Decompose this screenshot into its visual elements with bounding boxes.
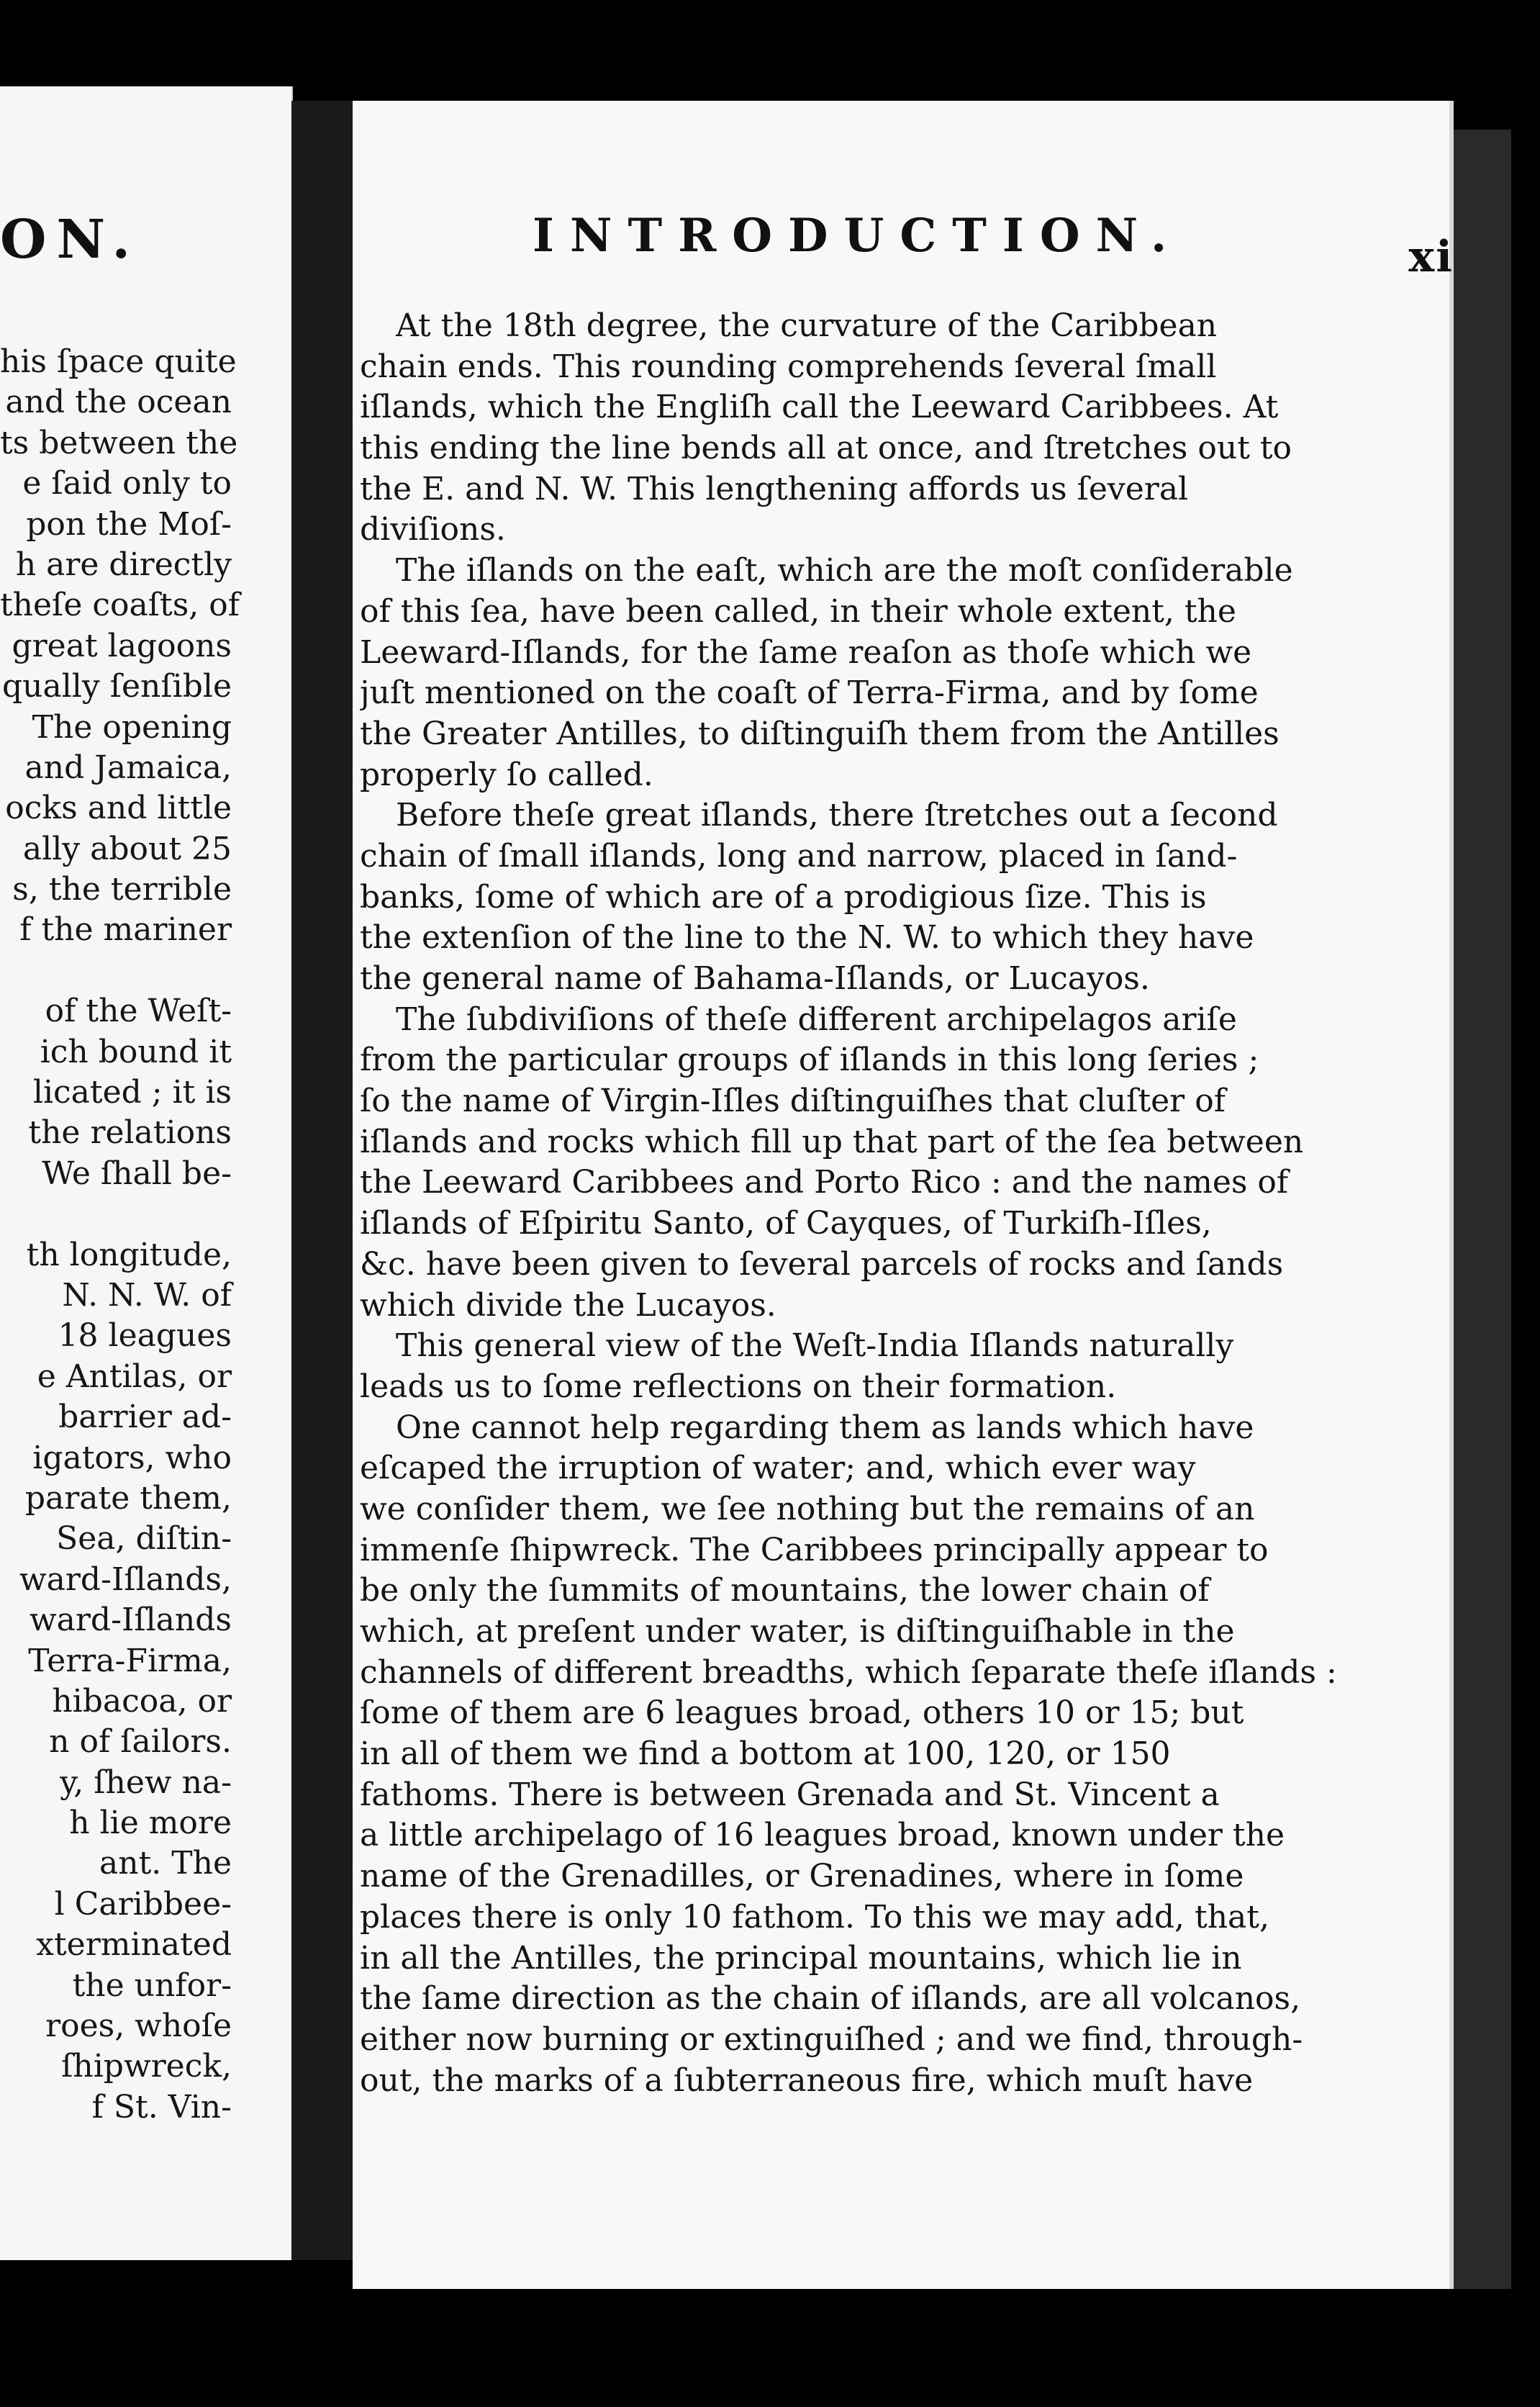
left-text-line: igators, who [32, 1439, 232, 1476]
text-line: Leeward-Iſlands, for the ſame reaſon as thoſe which we [360, 633, 1252, 671]
left-text-line: ally about 25 [22, 830, 232, 867]
text-line: which divide the Lucayos. [360, 1286, 776, 1324]
left-text-line: and the ocean [5, 384, 232, 421]
text-line: The ſubdiviſions of theſe different archipelagos ariſe [396, 1001, 1237, 1038]
left-text-line: ich bound it [40, 1033, 232, 1070]
body-text [360, 306, 1353, 2101]
left-text-line: ſhipwreck, [61, 2048, 232, 2085]
left-text-line: N. N. W. of [62, 1276, 232, 1314]
text-line: name of the Grenadilles, or Grenadines, where in ſome [360, 1858, 1244, 1895]
left-text-line: e Antilas, or [37, 1358, 232, 1395]
text-line: places there is only 10 fathom. To this we may add, that, [360, 1898, 1269, 1936]
text-line: which, at preſent under water, is diſtinguiſhable in the [360, 1613, 1235, 1650]
left-text-line: n of ſailors. [49, 1723, 232, 1761]
left-text-line: pon the Moſ- [26, 505, 232, 543]
text-line: be only the ſummits of mountains, the lower chain of [360, 1572, 1210, 1609]
left-text-line: theſe coaſts, of [0, 587, 240, 624]
left-text-line: ts between the [0, 424, 238, 461]
text-line: iſlands of Eſpiritu Santo, of Cayques, of Turkiſh-Iſles, [360, 1205, 1212, 1242]
text-line: leads us to ſome reflections on their formation. [360, 1368, 1117, 1405]
left-page-text [0, 342, 288, 2128]
text-line: The iſlands on the eaſt, which are the moſt conſiderable [396, 552, 1293, 590]
left-text-line: th longitude, [26, 1236, 232, 1273]
right-page [353, 101, 1454, 2289]
left-text-line: qually ſenſible [1, 668, 232, 705]
text-line: ſome of them are 6 leagues broad, others 10 or 15; but [360, 1694, 1244, 1732]
text-line: properly ſo called. [360, 756, 653, 793]
left-text-line: l Caribbee- [54, 1885, 232, 1923]
text-line: fathoms. There is between Grenada and St. Vincent a [360, 1776, 1220, 1813]
left-text-line: e ſaid only to [22, 465, 232, 502]
left-text-line: We ſhall be- [42, 1155, 232, 1192]
page-edge [1454, 130, 1511, 2289]
text-line: of this ſea, have been called, in their whole extent, the [360, 592, 1236, 630]
left-text-line: parate them, [24, 1479, 232, 1517]
book-gutter [291, 101, 353, 2260]
text-line: iſlands, which the Engliſh call the Leeward Caribbees. At [360, 389, 1279, 426]
left-text-line [0, 951, 288, 991]
left-text-line: f the mariner [19, 911, 232, 949]
left-text-line: h lie more [69, 1805, 232, 1842]
left-text-line: of the Weſt- [45, 993, 232, 1030]
text-line: chain of ſmall iſlands, long and narrow, placed in ſand- [360, 837, 1238, 875]
left-text-line: roes, whoſe [45, 2008, 232, 2045]
left-text-line [0, 1194, 288, 1234]
text-line: diviſions. [360, 511, 506, 548]
left-text-line: f St. Vin- [91, 2088, 232, 2126]
left-text-line: ward-Iſlands, [19, 1561, 232, 1598]
running-head: INTRODUCTION. [533, 209, 1183, 263]
text-line: channels of different breadths, which ſeparate theſe iſlands : [360, 1653, 1337, 1691]
text-line: the Greater Antilles, to diſtinguiſh them from the Antilles [360, 715, 1279, 752]
left-text-line: h are directly [15, 546, 232, 583]
left-text-line: licated ; it is [32, 1074, 232, 1111]
left-text-line: hibacoa, or [52, 1682, 232, 1720]
text-line: the ſame direction as the chain of iſlands, are all volcanos, [360, 1980, 1301, 2018]
left-text-line: ward-Iſlands [29, 1602, 232, 1639]
text-line: in all of them we find a bottom at 100, 120, or 150 [360, 1735, 1171, 1773]
text-line: eſcaped the irruption of water; and, which ever way [360, 1450, 1196, 1487]
text-line: either now burning or extinguiſhed ; and we find, through- [360, 2020, 1303, 2058]
left-text-line: barrier ad- [58, 1399, 232, 1436]
text-line: the E. and N. W. This lengthening affords us ſeveral [360, 470, 1189, 507]
left-text-line: his ſpace quite [0, 343, 237, 380]
text-line: chain ends. This rounding comprehends ſeveral ſmall [360, 348, 1217, 385]
left-text-line: Terra-Firma, [28, 1642, 232, 1679]
text-line: ſo the name of Virgin-Iſles diſtinguiſhes that cluſter of [360, 1083, 1226, 1120]
text-line: immenſe ſhipwreck. The Caribbees principally appear to [360, 1531, 1269, 1568]
left-text-line: and Jamaica, [24, 749, 232, 786]
left-text-line: ocks and little [5, 790, 232, 827]
text-line: a little archipelago of 16 leagues broad, known under the [360, 1817, 1285, 1854]
text-line: from the particular groups of iſlands in this long ſeries ; [360, 1042, 1259, 1079]
text-line: the general name of Bahama-Iſlands, or Lucayos. [360, 960, 1150, 997]
text-line: juſt mentioned on the coaſt of Terra-Firma, and by ſome [360, 674, 1259, 712]
text-line: This general view of the Weſt-India Iſlands naturally [396, 1327, 1234, 1365]
left-text-line: ant. The [99, 1845, 232, 1882]
left-facing-page [0, 86, 293, 2260]
left-text-line: great lagoons [12, 627, 232, 664]
left-text-line: The opening [32, 708, 232, 746]
page-number: xi [1408, 232, 1454, 282]
text-line: out, the marks of a ſubterraneous fire, which muſt have [360, 2061, 1254, 2099]
left-text-line: Sea, diſtin- [56, 1520, 232, 1558]
left-text-line: the relations [28, 1114, 232, 1152]
text-line: we conſider them, we ſee nothing but the remains of an [360, 1490, 1255, 1527]
left-text-line: xterminated [36, 1926, 232, 1964]
left-text-line: 18 leagues [58, 1317, 232, 1355]
text-line: in all the Antilles, the principal mountains, which lie in [360, 1939, 1242, 1977]
left-running-head: ON. [0, 209, 141, 271]
text-line: At the 18th degree, the curvature of the Caribbean [396, 307, 1218, 344]
text-line: the extenſion of the line to the N. W. to which they have [360, 919, 1254, 957]
text-line: iſlands and rocks which fill up that part of the ſea between [360, 1123, 1304, 1160]
left-text-line: s, the terrible [12, 871, 232, 908]
text-line: the Leeward Caribbees and Porto Rico : and the names of [360, 1164, 1289, 1201]
text-line: Before theſe great iſlands, there ſtretches out a ſecond [396, 797, 1278, 834]
text-line: banks, ſome of which are of a prodigious ſize. This is [360, 878, 1207, 916]
left-text-line: y, ſhew na- [60, 1764, 232, 1801]
text-line: One cannot help regarding them as lands which have [396, 1409, 1254, 1446]
text-line: this ending the line bends all at once, and ſtretches out to [360, 430, 1292, 467]
text-line: &c. have been given to ſeveral parcels of rocks and ſands [360, 1245, 1284, 1283]
left-text-line: the unfor- [72, 1966, 232, 2004]
